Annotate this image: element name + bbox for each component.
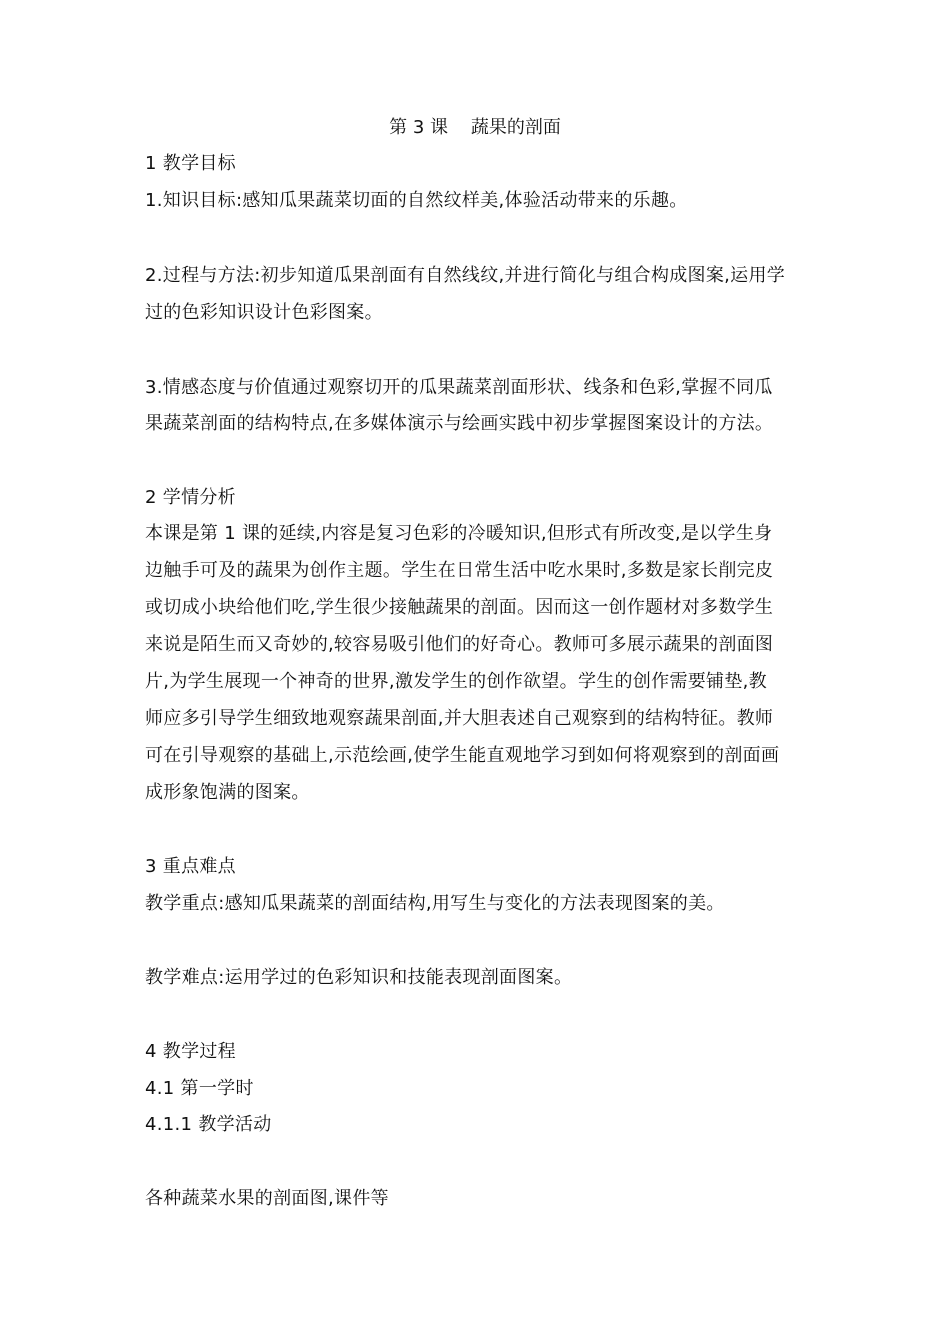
section-heading-key-points: 3 重点难点 xyxy=(145,856,236,877)
analysis-line: 可在引导观察的基础上,示范绘画,使学生能直观地学习到如何将观察到的剖面画 xyxy=(145,745,780,766)
analysis-line: 或切成小块给他们吃,学生很少接触蔬果的剖面。因而这一创作题材对多数学生 xyxy=(145,597,774,618)
section-heading-process: 4 教学过程 xyxy=(145,1041,236,1062)
objective-knowledge: 1.知识目标:感知瓜果蔬菜切面的自然纹样美,体验活动带来的乐趣。 xyxy=(145,190,688,211)
analysis-line: 师应多引导学生细致地观察蔬果剖面,并大胆表述自己观察到的结构特征。教师 xyxy=(145,708,774,729)
subsection-activities: 4.1.1 教学活动 xyxy=(145,1114,272,1135)
analysis-line: 片,为学生展现一个神奇的世界,激发学生的创作欲望。学生的创作需要铺垫,教 xyxy=(145,671,767,692)
lesson-title: 第 3 课 蔬果的剖面 xyxy=(389,117,561,138)
difficult-point: 教学难点:运用学过的色彩知识和技能表现剖面图案。 xyxy=(145,967,573,988)
materials-text: 各种蔬菜水果的剖面图,课件等 xyxy=(145,1188,389,1209)
subsection-first-period: 4.1 第一学时 xyxy=(145,1078,254,1099)
analysis-line: 本课是第 1 课的延续,内容是复习色彩的冷暖知识,但形式有所改变,是以学生身 xyxy=(145,523,773,544)
objective-emotion-line-1: 3.情感态度与价值通过观察切开的瓜果蔬菜剖面形状、线条和色彩,掌握不同瓜 xyxy=(145,377,773,398)
analysis-line: 来说是陌生而又奇妙的,较容易吸引他们的好奇心。教师可多展示蔬果的剖面图 xyxy=(145,634,774,655)
key-point: 教学重点:感知瓜果蔬菜的剖面结构,用写生与变化的方法表现图案的美。 xyxy=(145,893,725,914)
objective-process-line-1: 2.过程与方法:初步知道瓜果剖面有自然线纹,并进行简化与组合构成图案,运用学 xyxy=(145,265,786,286)
section-heading-analysis: 2 学情分析 xyxy=(145,487,236,508)
analysis-line: 成形象饱满的图案。 xyxy=(145,782,310,803)
objective-emotion-line-2: 果蔬菜剖面的结构特点,在多媒体演示与绘画实践中初步掌握图案设计的方法。 xyxy=(145,413,774,434)
section-heading-objectives: 1 教学目标 xyxy=(145,153,236,174)
analysis-line: 边触手可及的蔬果为创作主题。学生在日常生活中吃水果时,多数是家长削完皮 xyxy=(145,560,774,581)
objective-process-line-2: 过的色彩知识设计色彩图案。 xyxy=(145,302,383,323)
